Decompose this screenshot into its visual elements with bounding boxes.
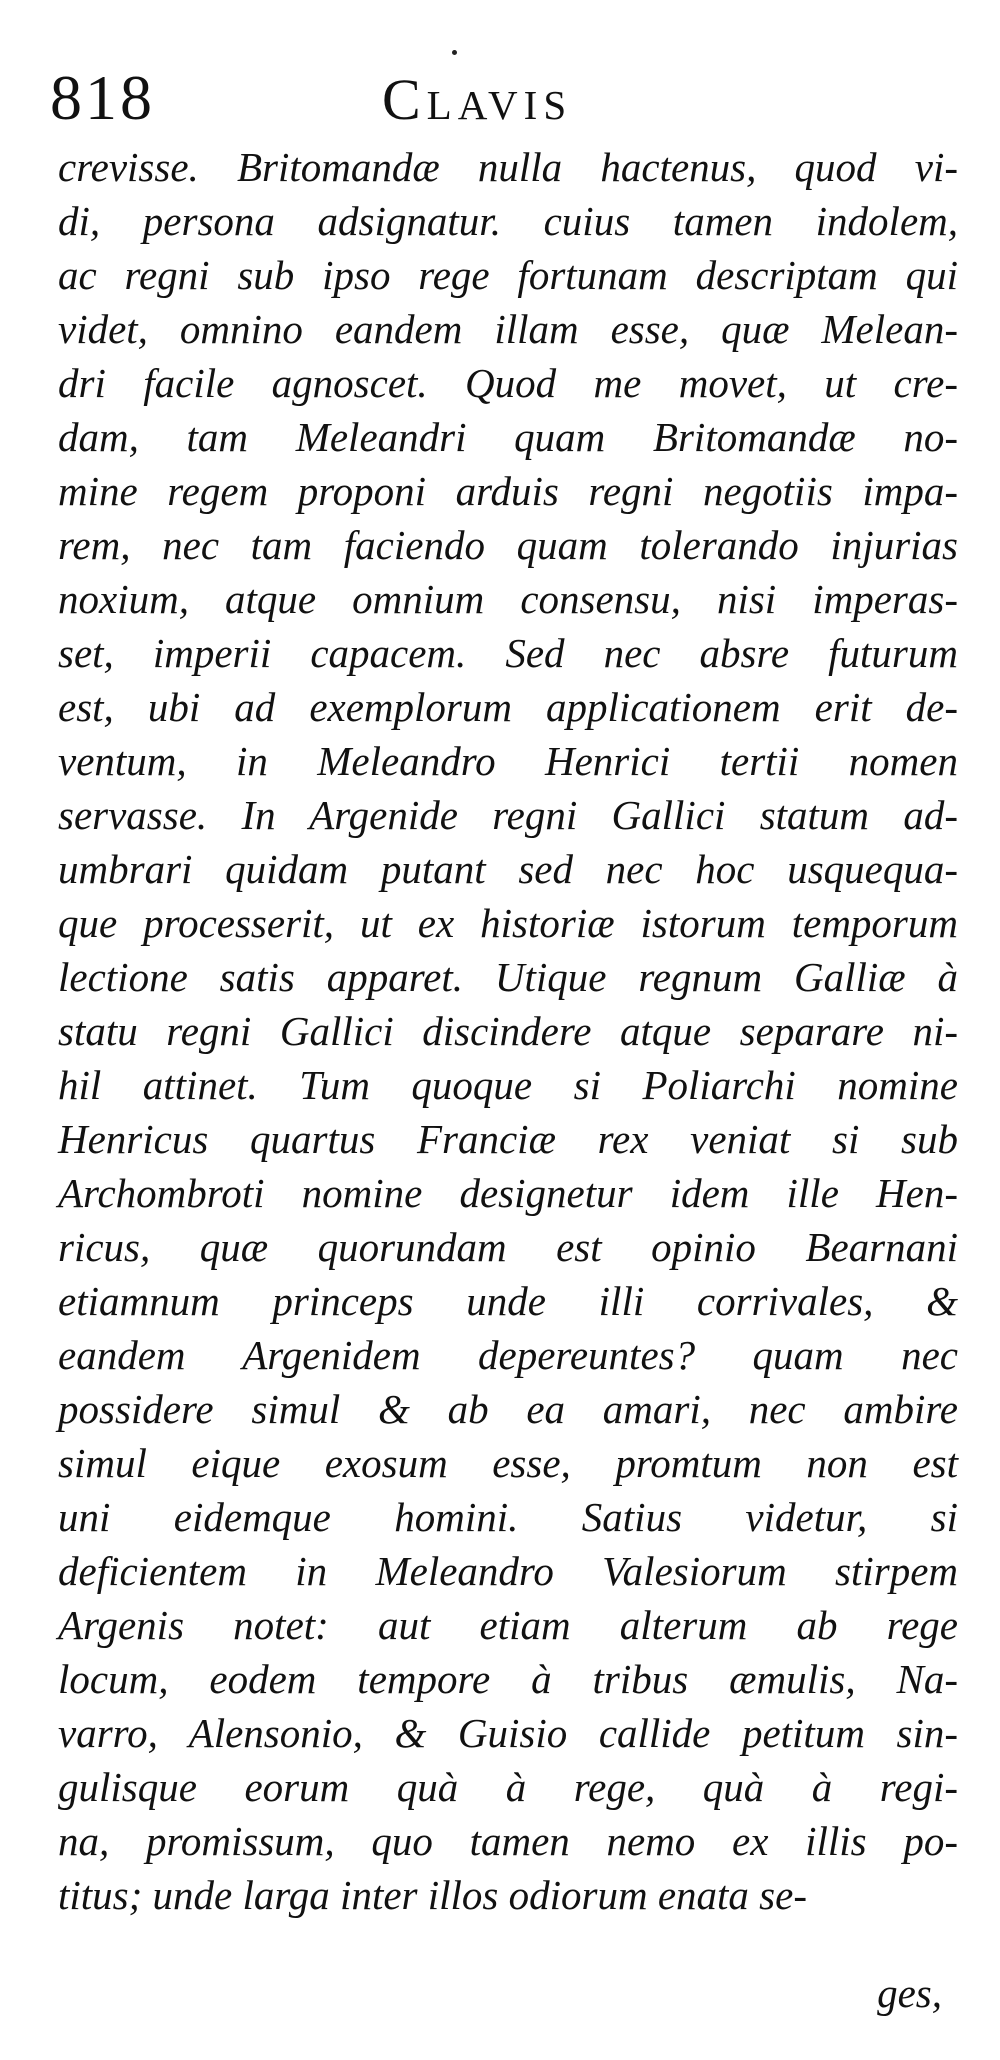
text-line: ventum, in Meleandro Henrici tertii nomen <box>58 738 958 784</box>
text-line: crevisse. Britomandæ nulla hactenus, quod vi- <box>58 144 958 190</box>
text-line: statu regni Gallici discindere atque separare ni- <box>58 1008 958 1054</box>
text-line: est, ubi ad exemplorum applicationem erit de- <box>58 684 958 730</box>
text-line: videt, omnino eandem illam esse, quæ Melean- <box>58 306 958 352</box>
text-line: na, promissum, quo tamen nemo ex illis po- <box>58 1818 958 1864</box>
text-line: Argenis notet: aut etiam alterum ab rege <box>58 1602 958 1648</box>
text-line: rem, nec tam faciendo quam tolerando injurias <box>58 522 958 568</box>
page-number: 818 <box>50 62 155 133</box>
catchword: ges, <box>877 1970 942 2016</box>
text-line: simul eique exosum esse, promtum non est <box>58 1440 958 1486</box>
text-line: ricus, quæ quorundam est opinio Bearnani <box>58 1224 958 1270</box>
page-header <box>50 58 950 148</box>
text-line: eandem Argenidem depereuntes? quam nec <box>58 1332 958 1378</box>
body-text <box>58 140 958 1922</box>
text-line: etiamnum princeps unde illi corrivales, & <box>58 1278 958 1324</box>
text-line: ac regni sub ipso rege fortunam descriptam qui <box>58 252 958 298</box>
text-line: locum, eodem tempore à tribus æmulis, Na- <box>58 1656 958 1702</box>
text-line: gulisque eorum quà à rege, quà à regi- <box>58 1764 958 1810</box>
text-line: mine regem proponi arduis regni negotiis impa- <box>58 468 958 514</box>
text-line: dri facile agnoscet. Quod me movet, ut cre- <box>58 360 958 406</box>
text-line: Archombroti nomine designetur idem ille Hen- <box>58 1170 958 1216</box>
text-line: hil attinet. Tum quoque si Poliarchi nomine <box>58 1062 958 1108</box>
text-line: di, persona adsignatur. cuius tamen indolem, <box>58 198 958 244</box>
text-line: deficientem in Meleandro Valesiorum stirpem <box>58 1548 958 1594</box>
text-line: que processerit, ut ex historiæ istorum temporum <box>58 900 958 946</box>
text-line: umbrari quidam putant sed nec hoc usquequa- <box>58 846 958 892</box>
text-line: varro, Alensonio, & Guisio callide petitum sin- <box>58 1710 958 1756</box>
ink-speck <box>452 50 457 55</box>
text-line: Henricus quartus Franciæ rex veniat si sub <box>58 1116 958 1162</box>
text-line: lectione satis apparet. Utique regnum Galliæ à <box>58 954 958 1000</box>
text-line: titus; unde larga inter illos odiorum enata se- <box>58 1872 807 1918</box>
text-line: set, imperii capacem. Sed nec absre futurum <box>58 630 958 676</box>
text-line: possidere simul & ab ea amari, nec ambire <box>58 1386 958 1432</box>
text-line: dam, tam Meleandri quam Britomandæ no- <box>58 414 958 460</box>
running-title: Clavis <box>382 67 573 132</box>
text-line: noxium, atque omnium consensu, nisi imperas- <box>58 576 958 622</box>
text-line: uni eidemque homini. Satius videtur, si <box>58 1494 958 1540</box>
text-line: servasse. In Argenide regni Gallici statum ad- <box>58 792 958 838</box>
